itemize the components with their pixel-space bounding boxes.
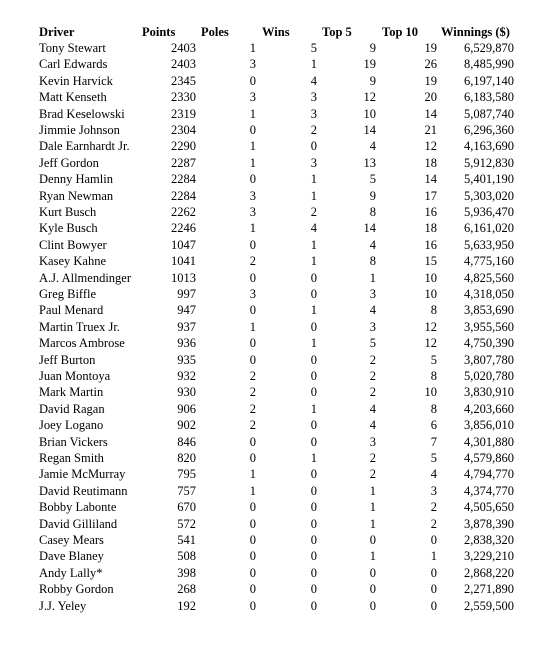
driver-cell: Dale Earnhardt Jr. [39,139,130,154]
top5-cell: 3 [369,287,376,301]
top5-cell: 2 [369,467,376,482]
driver-cell: Jimmie Johnson [39,123,120,137]
table-row [0,40,538,56]
table-row [0,204,538,220]
points-cell: 997 [177,287,196,301]
driver-cell: Bobby Labonte [39,500,117,515]
top5-cell: 0 [369,565,376,580]
top10-cell: 16 [424,237,437,252]
top10-cell: 3 [430,483,437,498]
top5-cell: 12 [363,90,376,105]
top5-cell: 4 [369,401,376,416]
points-cell: 1047 [171,237,196,252]
poles-cell: 0 [249,549,256,564]
table-row [0,516,538,532]
winnings-cell: 5,401,190 [464,172,514,187]
points-cell: 930 [177,385,196,400]
wins-cell: 1 [310,401,317,416]
poles-cell: 0 [249,500,256,515]
poles-cell: 1 [249,106,256,121]
points-cell: 936 [177,336,196,351]
top5-cell: 0 [369,533,376,547]
wins-cell: 0 [310,352,317,367]
top5-cell: 5 [369,172,376,187]
driver-cell: Ryan Newman [39,188,114,203]
wins-cell: 1 [310,451,317,465]
wins-cell: 1 [310,57,317,72]
table-row [0,220,538,236]
points-cell: 820 [177,451,196,465]
driver-cell: Greg Biffle [39,287,97,301]
table-row [0,138,538,154]
driver-cell: Joey Logano [39,418,104,433]
table-row [0,401,538,417]
table-row [0,171,538,187]
table-row [0,466,538,482]
driver-cell: David Gilliland [39,516,118,531]
table-row [0,155,538,171]
poles-cell: 1 [249,155,256,170]
wins-cell: 3 [310,155,317,170]
points-cell: 935 [177,352,196,367]
table-row [0,581,538,597]
table-row [0,565,538,581]
winnings-cell: 3,955,560 [464,319,514,334]
points-cell: 2330 [171,90,196,105]
points-cell: 1013 [171,270,196,285]
table-row [0,302,538,318]
poles-cell: 1 [249,319,256,334]
top10-cell: 8 [430,303,437,318]
top10-cell: 20 [424,90,437,105]
top5-cell: 13 [363,155,376,170]
poles-cell: 0 [249,270,256,285]
top10-cell: 5 [430,451,437,465]
driver-cell: Paul Menard [39,303,104,318]
top10-cell: 15 [424,254,437,269]
winnings-cell: 5,020,780 [464,369,514,383]
poles-cell: 0 [249,172,256,187]
table-row [0,384,538,400]
table-row [0,73,538,89]
top5-cell: 8 [369,205,376,219]
top5-cell: 1 [369,549,376,564]
points-cell: 937 [177,319,196,334]
wins-cell: 0 [310,369,317,383]
winnings-cell: 4,775,160 [464,254,514,269]
wins-cell: 0 [310,319,317,334]
poles-cell: 2 [249,401,256,416]
top10-cell: 10 [424,287,437,301]
winnings-cell: 4,318,050 [464,287,514,301]
driver-cell: Tony Stewart [39,41,106,55]
driver-cell: Regan Smith [39,451,104,465]
poles-cell: 0 [249,582,256,597]
driver-cell: Dave Blaney [39,549,104,564]
top5-cell: 3 [369,434,376,449]
table-row [0,483,538,499]
top10-cell: 14 [424,106,437,121]
wins-cell: 0 [310,270,317,285]
header-top5: Top 5 [322,25,352,39]
winnings-cell: 3,878,390 [464,516,514,531]
top10-cell: 19 [424,73,437,88]
points-cell: 795 [177,467,196,482]
wins-cell: 0 [310,516,317,531]
top5-cell: 4 [369,139,376,154]
points-cell: 932 [177,369,196,383]
top10-cell: 17 [424,188,437,203]
winnings-cell: 5,912,830 [464,155,514,170]
points-cell: 757 [177,483,196,498]
driver-cell: Denny Hamlin [39,172,113,187]
points-cell: 572 [177,516,196,531]
poles-cell: 1 [249,221,256,236]
table-row [0,286,538,302]
top5-cell: 9 [369,73,376,88]
top5-cell: 1 [369,483,376,498]
poles-cell: 2 [249,254,256,269]
table-row [0,122,538,138]
top10-cell: 0 [430,582,437,597]
table-row [0,56,538,72]
table-row [0,106,538,122]
top10-cell: 8 [430,369,437,383]
table-header [0,24,538,40]
top5-cell: 19 [363,57,376,72]
table-row [0,499,538,515]
top10-cell: 16 [424,205,437,219]
top5-cell: 10 [363,106,376,121]
top10-cell: 2 [430,500,437,515]
winnings-cell: 6,197,140 [464,73,514,88]
driver-cell: Kasey Kahne [39,254,106,269]
winnings-cell: 4,579,860 [464,451,514,465]
winnings-cell: 6,161,020 [464,221,514,236]
table-row [0,352,538,368]
points-cell: 2403 [171,41,196,55]
poles-cell: 3 [249,57,256,72]
points-cell: 2287 [171,155,196,170]
driver-cell: Jeff Burton [39,352,96,367]
top5-cell: 0 [369,582,376,597]
top5-cell: 8 [369,254,376,269]
top5-cell: 5 [369,336,376,351]
wins-cell: 0 [310,598,317,613]
poles-cell: 0 [249,598,256,613]
wins-cell: 0 [310,582,317,597]
top10-cell: 8 [430,401,437,416]
header-poles: Poles [201,25,229,39]
top10-cell: 5 [430,352,437,367]
points-cell: 670 [177,500,196,515]
wins-cell: 2 [310,123,317,137]
table-row [0,532,538,548]
table-row [0,417,538,433]
points-cell: 846 [177,434,196,449]
driver-cell: Jamie McMurray [39,467,126,482]
table-row [0,270,538,286]
wins-cell: 0 [310,287,317,301]
wins-cell: 0 [310,549,317,564]
winnings-cell: 3,856,010 [464,418,514,433]
winnings-cell: 5,303,020 [464,188,514,203]
winnings-cell: 4,374,770 [464,483,514,498]
poles-cell: 0 [249,565,256,580]
driver-cell: Clint Bowyer [39,237,107,252]
table-row [0,450,538,466]
wins-cell: 0 [310,418,317,433]
poles-cell: 0 [249,352,256,367]
top10-cell: 10 [424,270,437,285]
table-row [0,434,538,450]
poles-cell: 1 [249,483,256,498]
poles-cell: 0 [249,73,256,88]
wins-cell: 0 [310,500,317,515]
table-row [0,368,538,384]
header-winnings: Winnings ($) [441,25,510,39]
top10-cell: 12 [424,319,437,334]
top10-cell: 7 [430,434,437,449]
wins-cell: 1 [310,303,317,318]
top5-cell: 14 [363,123,376,137]
driver-cell: A.J. Allmendinger [39,270,132,285]
poles-cell: 2 [249,369,256,383]
winnings-cell: 2,271,890 [464,582,514,597]
winnings-cell: 4,750,390 [464,336,514,351]
points-cell: 2290 [171,139,196,154]
table-row [0,335,538,351]
driver-cell: Kevin Harvick [39,73,113,88]
top10-cell: 0 [430,533,437,547]
driver-cell: David Ragan [39,401,105,416]
top10-cell: 6 [430,418,437,433]
poles-cell: 0 [249,303,256,318]
top5-cell: 2 [369,352,376,367]
winnings-cell: 5,633,950 [464,237,514,252]
points-cell: 2284 [171,172,196,187]
poles-cell: 0 [249,533,256,547]
driver-cell: J.J. Yeley [39,598,87,613]
winnings-cell: 2,868,220 [464,565,514,580]
winnings-cell: 6,529,870 [464,41,514,55]
wins-cell: 2 [310,205,317,219]
poles-cell: 1 [249,467,256,482]
poles-cell: 0 [249,516,256,531]
driver-cell: David Reutimann [39,483,128,498]
driver-cell: Brian Vickers [39,434,108,449]
table-row [0,319,538,335]
top10-cell: 18 [424,155,437,170]
winnings-cell: 5,936,470 [464,205,514,219]
top5-cell: 14 [363,221,376,236]
driver-cell: Casey Mears [39,533,104,547]
points-cell: 2246 [171,221,196,236]
wins-cell: 1 [310,237,317,252]
points-cell: 398 [177,565,196,580]
wins-cell: 1 [310,172,317,187]
driver-cell: Matt Kenseth [39,90,107,105]
wins-cell: 0 [310,533,317,547]
top5-cell: 4 [369,418,376,433]
poles-cell: 0 [249,336,256,351]
wins-cell: 5 [310,41,317,55]
wins-cell: 1 [310,254,317,269]
top5-cell: 4 [369,303,376,318]
top10-cell: 0 [430,598,437,613]
top10-cell: 18 [424,221,437,236]
points-cell: 508 [177,549,196,564]
driver-cell: Kyle Busch [39,221,98,236]
winnings-cell: 2,838,320 [464,533,514,547]
points-cell: 268 [177,582,196,597]
winnings-cell: 4,794,770 [464,467,514,482]
poles-cell: 3 [249,188,256,203]
wins-cell: 4 [310,221,317,236]
points-cell: 2345 [171,73,196,88]
top5-cell: 0 [369,598,376,613]
winnings-cell: 5,087,740 [464,106,514,121]
points-cell: 192 [177,598,196,613]
winnings-cell: 8,485,990 [464,57,514,72]
top5-cell: 1 [369,270,376,285]
wins-cell: 0 [310,139,317,154]
wins-cell: 0 [310,467,317,482]
table-row [0,253,538,269]
top5-cell: 9 [369,41,376,55]
header-wins: Wins [262,25,290,39]
driver-cell: Juan Montoya [39,369,111,383]
poles-cell: 1 [249,139,256,154]
poles-cell: 2 [249,385,256,400]
poles-cell: 0 [249,434,256,449]
points-cell: 2319 [171,106,196,121]
wins-cell: 4 [310,73,317,88]
poles-cell: 1 [249,41,256,55]
top5-cell: 4 [369,237,376,252]
poles-cell: 0 [249,237,256,252]
top5-cell: 2 [369,369,376,383]
winnings-cell: 4,203,660 [464,401,514,416]
wins-cell: 3 [310,90,317,105]
points-cell: 541 [177,533,196,547]
top10-cell: 1 [430,549,437,564]
top5-cell: 1 [369,516,376,531]
points-cell: 1041 [171,254,196,269]
table-row [0,237,538,253]
winnings-cell: 6,183,580 [464,90,514,105]
driver-cell: Jeff Gordon [39,155,99,170]
poles-cell: 0 [249,451,256,465]
wins-cell: 1 [310,336,317,351]
wins-cell: 1 [310,188,317,203]
header-driver: Driver [39,25,75,39]
winnings-cell: 4,505,650 [464,500,514,515]
poles-cell: 3 [249,287,256,301]
top10-cell: 14 [424,172,437,187]
wins-cell: 0 [310,434,317,449]
driver-cell: Andy Lally* [39,565,103,580]
wins-cell: 0 [310,483,317,498]
driver-cell: Marcos Ambrose [39,336,125,351]
top5-cell: 2 [369,451,376,465]
top5-cell: 2 [369,385,376,400]
driver-cell: Mark Martin [39,385,104,400]
poles-cell: 3 [249,205,256,219]
wins-cell: 0 [310,385,317,400]
driver-cell: Martin Truex Jr. [39,319,120,334]
points-cell: 2304 [171,123,196,137]
winnings-cell: 3,830,910 [464,385,514,400]
wins-cell: 0 [310,565,317,580]
driver-cell: Kurt Busch [39,205,97,219]
winnings-cell: 4,163,690 [464,139,514,154]
poles-cell: 3 [249,90,256,105]
table-row [0,598,538,614]
top10-cell: 12 [424,139,437,154]
header-top10: Top 10 [382,25,419,39]
top10-cell: 0 [430,565,437,580]
wins-cell: 3 [310,106,317,121]
points-cell: 2262 [171,205,196,219]
top10-cell: 4 [430,467,437,482]
top10-cell: 12 [424,336,437,351]
winnings-cell: 3,853,690 [464,303,514,318]
top5-cell: 3 [369,319,376,334]
top10-cell: 19 [424,41,437,55]
table-row [0,548,538,564]
points-cell: 947 [177,303,196,318]
driver-cell: Robby Gordon [39,582,114,597]
top5-cell: 9 [369,188,376,203]
points-cell: 906 [177,401,196,416]
winnings-cell: 4,825,560 [464,270,514,285]
top10-cell: 10 [424,385,437,400]
driver-cell: Carl Edwards [39,57,108,72]
top10-cell: 21 [424,123,437,137]
points-cell: 2403 [171,57,196,72]
points-cell: 2284 [171,188,196,203]
header-points: Points [142,25,176,39]
winnings-cell: 6,296,360 [464,123,514,137]
points-cell: 902 [177,418,196,433]
winnings-cell: 4,301,880 [464,434,514,449]
poles-cell: 2 [249,418,256,433]
table-row [0,89,538,105]
winnings-cell: 3,807,780 [464,352,514,367]
top10-cell: 2 [430,516,437,531]
winnings-cell: 3,229,210 [464,549,514,564]
driver-cell: Brad Keselowski [39,106,125,121]
top10-cell: 26 [424,57,437,72]
winnings-cell: 2,559,500 [464,598,514,613]
top5-cell: 1 [369,500,376,515]
table-row [0,188,538,204]
poles-cell: 0 [249,123,256,137]
